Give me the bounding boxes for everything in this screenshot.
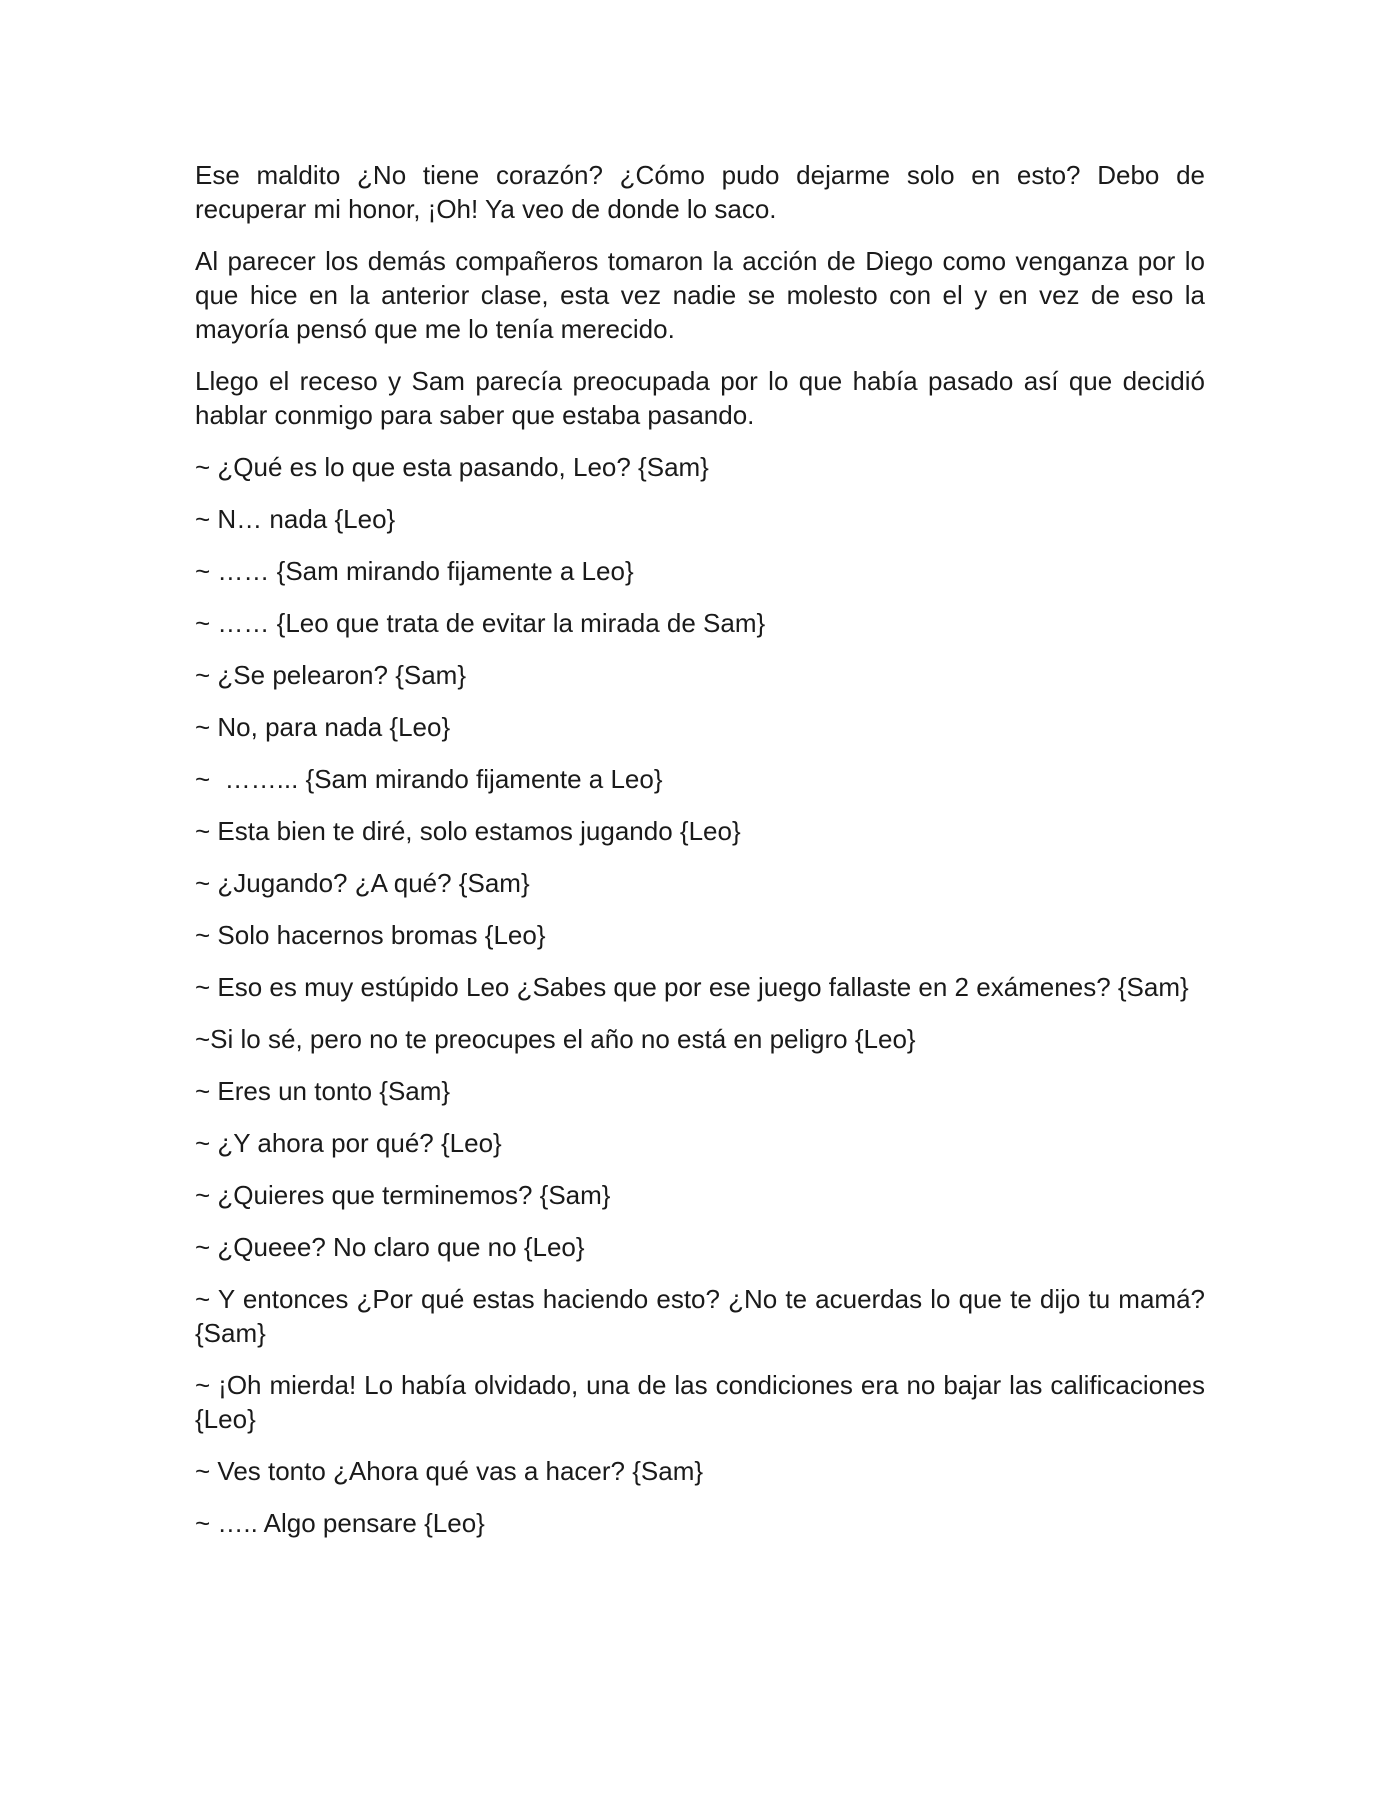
dialogue-line: ~ ….. Algo pensare {Leo}	[195, 1508, 485, 1538]
paragraph: Ese maldito ¿No tiene corazón? ¿Cómo pudo dejarme solo en esto? Debo de recuperar mi honor, ¡Oh! Ya veo de donde lo saco.	[195, 160, 1205, 224]
dialogue-line: ~ ¿Jugando? ¿A qué? {Sam}	[195, 868, 530, 898]
dialogue-line: ~Si lo sé, pero no te preocupes el año no está en peligro {Leo}	[195, 1024, 916, 1054]
dialogue-line: ~ N… nada {Leo}	[195, 504, 396, 534]
dialogue-line: ~ …… {Leo que trata de evitar la mirada de Sam}	[195, 608, 766, 638]
text-body	[195, 158, 1205, 1558]
dialogue-line: ~ Solo hacernos bromas {Leo}	[195, 920, 546, 950]
dialogue-line: ~ ¿Se pelearon? {Sam}	[195, 660, 467, 690]
paragraph: Al parecer los demás compañeros tomaron la acción de Diego como venganza por lo que hice en la anterior clase, esta vez nadie se molesto con el y en vez de eso la mayoría pensó que me lo tenía merecido.	[195, 246, 1205, 344]
paragraph: Llego el receso y Sam parecía preocupada por lo que había pasado así que decidió hablar conmigo para saber que estaba pasando.	[195, 366, 1205, 430]
dialogue-line: ~ ¿Quieres que terminemos? {Sam}	[195, 1180, 611, 1210]
dialogue-line: ~ ¿Y ahora por qué? {Leo}	[195, 1128, 502, 1158]
dialogue-line: ~ ¡Oh mierda! Lo había olvidado, una de las condiciones era no bajar las calificaciones {Leo}	[195, 1370, 1205, 1434]
dialogue-line: ~ Y entonces ¿Por qué estas haciendo esto? ¿No te acuerdas lo que te dijo tu mamá? {Sam}	[195, 1284, 1205, 1348]
dialogue-line: ~ ¿Queee? No claro que no {Leo}	[195, 1232, 585, 1262]
dialogue-line: ~ No, para nada {Leo}	[195, 712, 451, 742]
dialogue-line: ~ Eres un tonto {Sam}	[195, 1076, 451, 1106]
dialogue-line: ~ …… {Sam mirando fijamente a Leo}	[195, 556, 634, 586]
dialogue-line: ~ ¿Qué es lo que esta pasando, Leo? {Sam}	[195, 452, 709, 482]
dialogue-line: ~ Esta bien te diré, solo estamos jugando {Leo}	[195, 816, 741, 846]
dialogue-line: ~ Ves tonto ¿Ahora qué vas a hacer? {Sam}	[195, 1456, 704, 1486]
dialogue-line: ~ Eso es muy estúpido Leo ¿Sabes que por ese juego fallaste en 2 exámenes? {Sam}	[195, 972, 1189, 1002]
dialogue-line: ~ ……... {Sam mirando fijamente a Leo}	[195, 764, 663, 794]
